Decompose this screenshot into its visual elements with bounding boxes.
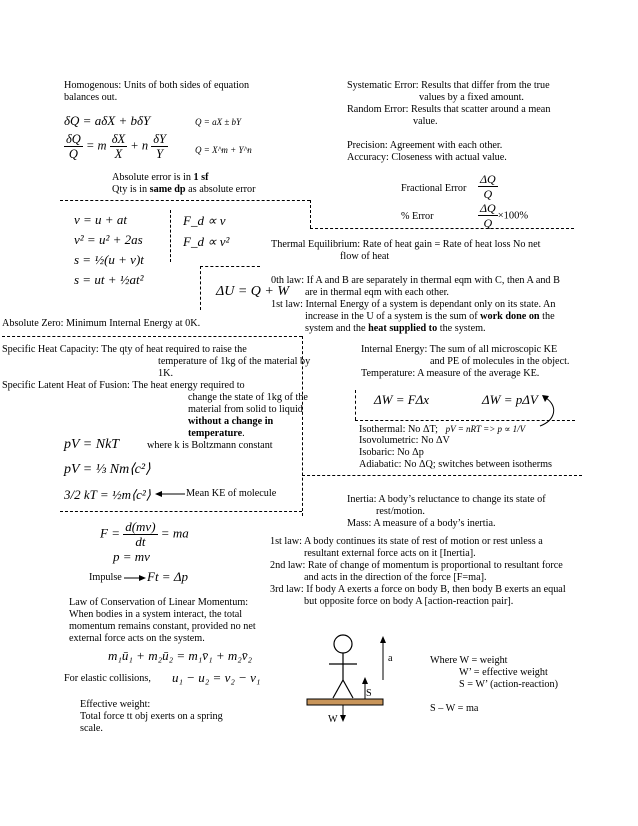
work-force-eq: ΔW = FΔx	[374, 392, 430, 407]
arrow-right-icon	[124, 574, 146, 582]
isothermal-text: Isothermal: No ΔT; pV = nRT => p ∝ 1/V	[359, 424, 526, 435]
conservation-2: When bodies in a system interact, the total	[69, 609, 243, 620]
sum-relation-eq: Q = aX ± bY	[195, 117, 242, 127]
divider	[310, 228, 574, 229]
conservation-3: momentum remains constant, provided no net	[69, 621, 256, 632]
shc-3: 1K.	[158, 368, 173, 379]
slh-2: change the state of 1kg of the	[188, 392, 308, 403]
newton-first-law-2: resultant external force acts on it [Inertia].	[304, 548, 476, 559]
newton-third-law-2: but opposite force on body A [action-reaction pair].	[304, 596, 514, 607]
stick-figure-diagram	[305, 632, 425, 722]
divider	[200, 266, 260, 267]
homogenous-text: Homogenous: Units of both sides of equation balances out.	[64, 80, 250, 104]
momentum-eq: p = mv	[113, 549, 150, 564]
slh-4: without a change in	[188, 416, 274, 427]
internal-energy-1: Internal Energy: The sum of all microscopic KE	[361, 344, 558, 355]
ideal-gas-eq: pV = NkT	[64, 437, 120, 452]
adiabatic-text: Adiabatic: No ΔQ; switches between isotherms	[359, 459, 552, 470]
kinematic-eq-3: s = ½(u + v)t	[74, 252, 144, 267]
kinematic-eq-2: v² = u² + 2as	[74, 232, 143, 247]
momentum-conservation-eq: m₁ū₁ + m₂ū₂ = m₁v̄₁ + m₂v̄₂	[108, 648, 253, 663]
abs-error-rule-2: Qty is in same dp as absolute error	[112, 184, 256, 195]
slh-3: material from solid to liquid	[188, 404, 303, 415]
effective-weight-3: scale.	[80, 723, 103, 734]
arrow-left-icon	[155, 490, 185, 498]
force-eq: F = $\frac{d(mv)}{dt}$ = ma	[100, 519, 189, 549]
newton-second-law-2: and acts in the direction of the force [F=ma].	[304, 572, 487, 583]
drag-force-eq-2: F_d ∝ v²	[183, 234, 230, 249]
conservation-1: Law of Conservation of Linear Momentum:	[69, 597, 249, 608]
effective-weight-2: Total force tt obj exerts on a spring	[80, 711, 223, 722]
percent-error-eq: $\frac{\Delta Q}{Q}$ ×100%	[480, 201, 529, 230]
boltzmann-note: where k is Boltzmann constant	[147, 440, 273, 451]
divider	[60, 511, 302, 512]
work-pressure-eq: ΔW = pΔV	[482, 392, 538, 407]
divider	[302, 475, 582, 476]
divider	[2, 336, 302, 337]
curved-arrow-icon	[538, 394, 562, 428]
zeroth-law-2: are in thermal eqm with each other.	[305, 287, 449, 298]
kinematic-eq-4: s = ut + ½at²	[74, 272, 144, 287]
power-relation-eq: Q = X^m + Y^n	[195, 145, 252, 155]
drag-force-eq-1: F_d ∝ v	[183, 213, 226, 228]
absolute-zero-text: Absolute Zero: Minimum Internal Energy at 0K.	[2, 318, 201, 329]
error-propagation-sum-eq: δQ = aδX + bδY	[64, 113, 151, 128]
slh-1: Specific Latent Heat of Fusion: The heat energy required to	[2, 380, 245, 391]
normal-force-label: S	[366, 688, 372, 699]
divider	[310, 200, 311, 228]
divider	[200, 266, 201, 310]
mean-ke-eq: 3/2 kT = ½m⟨c²⟩	[64, 487, 151, 502]
random-error-1: Random Error: Results that scatter around a mean	[347, 104, 551, 115]
fractional-error-label: Fractional Error	[401, 183, 467, 194]
divider	[170, 210, 171, 262]
elastic-collision-label: For elastic collisions,	[64, 673, 151, 684]
systematic-error-1: Systematic Error: Results that differ from the true	[347, 80, 550, 91]
first-law-1: 1st law: Internal Energy of a system is dependant only on its state. An	[271, 299, 556, 310]
mass-def: Mass: A measure of a body’s inertia.	[347, 518, 496, 529]
newton-third-law-1: 3rd law: If body A exerts a force on body B, then body B exerts an equal	[270, 584, 566, 595]
zeroth-law-1: 0th law: If A and B are separately in thermal eqm with C, then A and B	[271, 275, 560, 286]
divider	[355, 390, 356, 420]
first-law-2: increase in the U of a system is the sum of work done on the	[305, 311, 555, 322]
weight-label: W	[328, 714, 338, 725]
thermal-equilibrium-2: flow of heat	[340, 251, 390, 262]
shc-1: Specific Heat Capacity: The qty of heat required to raise the	[2, 344, 247, 355]
divider	[355, 420, 575, 421]
newton-first-law-1: 1st law: A body continues its state of rest of motion or rest unless a	[270, 536, 543, 547]
divider	[60, 200, 310, 201]
precision-text: Precision: Agreement with each other.	[347, 140, 503, 151]
first-law-eq: ΔU = Q + W	[216, 284, 289, 299]
inertia-1: Inertia: A body’s reluctance to change its state of	[347, 494, 546, 505]
elastic-collision-eq: u₁ − u₂ = v₂ − v₁	[172, 670, 261, 685]
conservation-4: external force acts on the system.	[69, 633, 205, 644]
where-weight: Where W = weight	[430, 655, 508, 666]
abs-error-rule-1: Absolute error is in 1 sf	[112, 172, 209, 183]
percent-error-label: % Error	[401, 211, 434, 222]
action-reaction-def: S = W’ (action-reaction)	[459, 679, 558, 690]
effective-weight-def: W’ = effective weight	[459, 667, 548, 678]
net-force-eq: S – W = ma	[430, 703, 479, 714]
fractional-error-eq: $\frac{\Delta Q}{Q}$	[480, 172, 496, 201]
mean-ke-label: Mean KE of molecule	[186, 488, 277, 499]
kinetic-theory-eq: pV = ⅓ Nm⟨c²⟩	[64, 462, 151, 477]
systematic-error-2: values by a fixed amount.	[419, 92, 524, 103]
temperature-def: Temperature: A measure of the average KE.	[361, 368, 540, 379]
isovolumetric-text: Isovolumetric: No ΔV	[359, 435, 450, 446]
first-law-3: system and the heat supplied to the system.	[305, 323, 486, 334]
inertia-2: rest/motion.	[376, 506, 425, 517]
error-propagation-power-eq: $\frac{\delta Q}{Q}$ = m $\frac{\delta X}{X}$ + n $\frac{\delta Y}{Y}$	[66, 132, 166, 161]
internal-energy-2: and PE of molecules in the object.	[430, 356, 570, 367]
slh-5: temperature.	[188, 428, 245, 439]
random-error-2: value.	[413, 116, 438, 127]
thermal-equilibrium-1: Thermal Equilibrium: Rate of heat gain = Rate of heat loss No net	[271, 239, 541, 250]
acceleration-label: a	[388, 653, 393, 664]
kinematic-eq-1: v = u + at	[74, 212, 127, 227]
newton-second-law-1: 2nd law: Rate of change of momentum is proportional to resultant force	[270, 560, 563, 571]
impulse-eq: Ft = Δp	[147, 569, 188, 584]
impulse-label: Impulse	[89, 572, 122, 583]
isobaric-text: Isobaric: No Δp	[359, 447, 424, 458]
shc-2: temperature of 1kg of the material by	[158, 356, 311, 367]
accuracy-text: Accuracy: Closeness with actual value.	[347, 152, 507, 163]
effective-weight-1: Effective weight:	[80, 699, 151, 710]
